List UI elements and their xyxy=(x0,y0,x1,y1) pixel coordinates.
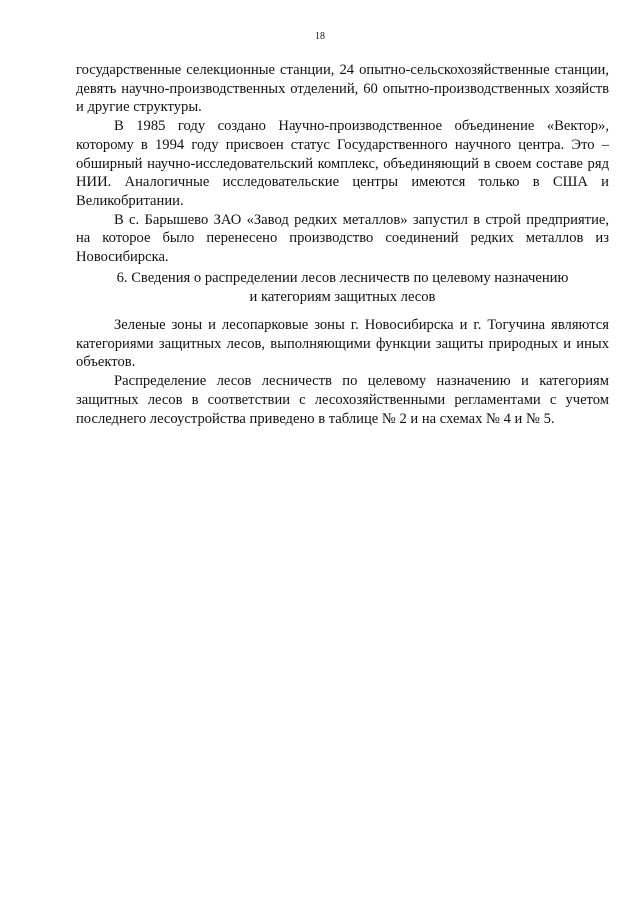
paragraph-vector: В 1985 году создано Научно-производственное объединение «Вектор», которому в 1994 году присвоен статус Государственного научного центра. Это – обширный научно-исследовательский комплекс, объединяющий в своем составе ряд НИИ. Аналогичные исследовательские центры имеются только в США и Великобритании. xyxy=(76,118,609,209)
paragraph-forest-distribution: Распределение лесов лесничеств по целевому назначению и категориям защитных лесов в соответствии с лесохозяйственными регламентами с учетом последнего лесоустройства приведено в таблице № 2 и на схемах № 4 и № 5. xyxy=(76,373,609,427)
page-number: 18 xyxy=(315,31,325,42)
text-block-section-6 xyxy=(76,316,609,428)
paragraph-green-zones: Зеленые зоны и лесопарковые зоны г. Новосибирска и г. Тогучина являются категориями защитных лесов, выполняющими функции защиты природных и иных объектов. xyxy=(76,317,609,371)
section-heading-6 xyxy=(76,269,609,306)
section-heading-line-2: и категориям защитных лесов xyxy=(249,288,436,305)
paragraph-rare-metals-plant: В с. Барышево ЗАО «Завод редких металлов» запустил в строй предприятие, на которое было перенесено производство соединений редких металлов из Новосибирска. xyxy=(76,211,609,266)
text-block-intro xyxy=(76,61,609,267)
section-heading-line-1: 6. Сведения о распределении лесов лесничеств по целевому назначению xyxy=(116,270,569,286)
paragraph-stations: государственные селекционные станции, 24 опытно-сельскохозяйственные станции, девять научно-производственных отделений, 60 опытно-производственных хозяйств и другие структуры. xyxy=(76,62,609,116)
